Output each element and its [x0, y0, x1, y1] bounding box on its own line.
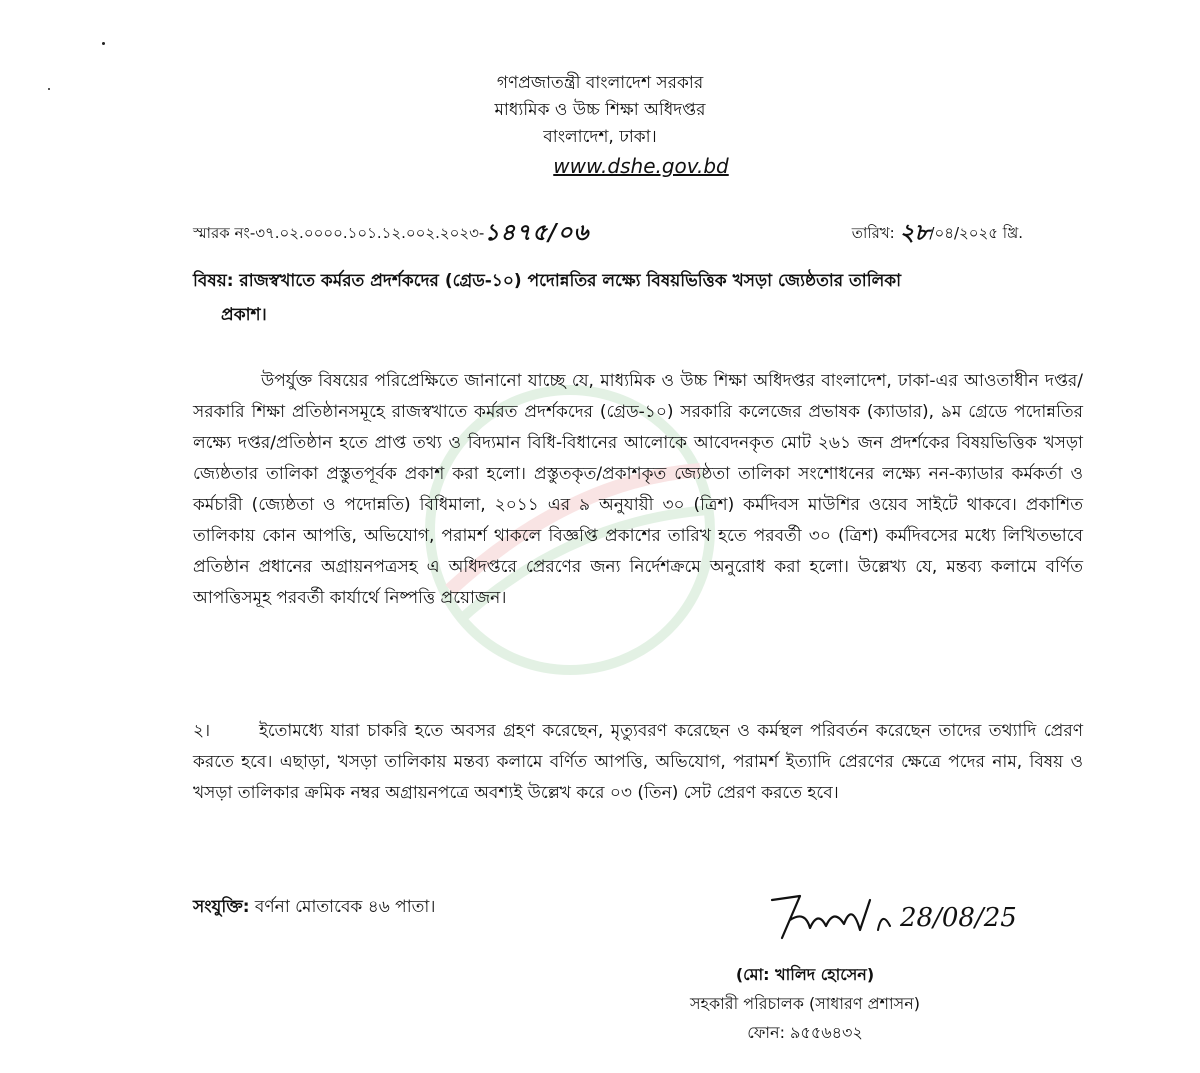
- subject-line-2: প্রকাশ।: [221, 305, 267, 325]
- attachment-text: বর্ণনা মোতাবেক ৪৬ পাতা।: [249, 897, 436, 917]
- memo-date: [852, 212, 1023, 251]
- date-handwritten-day: ২৮: [899, 219, 930, 246]
- memo-handwritten-number: ১৪৭৫/০৬: [484, 219, 590, 246]
- paragraph-2-number: ২।: [193, 721, 211, 741]
- handwritten-signature: [760, 880, 1040, 950]
- website-link[interactable]: www.dshe.gov.bd: [553, 154, 729, 178]
- reference-row: [193, 204, 1023, 246]
- paragraph-1: উপর্যুক্ত বিষয়ের পরিপ্রেক্ষিতে জানানো যাচ্ছে যে, মাধ্যমিক ও উচ্চ শিক্ষা অধিদপ্তর বাংলাদেশ, ঢাকা-এর আওতাধীন দপ্তর/সরকারি শিক্ষা প্রতিষ্ঠানসমূহে রাজস্বখাতে কর্মরত প্রদর্শকদের (গ্রেড-১০) সরকারি কলেজের প্রভাষক (ক্যাডার), ৯ম গ্রেডে পদোন্নতির লক্ষ্যে দপ্তর/প্রতিষ্ঠান হতে প্রাপ্ত তথ্য ও বিদ্যমান বিধি-বিধানের আলোকে আবেদনকৃত মোট ২৬১ জন প্রদর্শকের বিষয়ভিত্তিক খসড়া জ্যেষ্ঠতার তালিকা প্রস্তুতপূর্বক প্রকাশ করা হলো। প্রস্তুতকৃত/প্রকাশকৃত জ্যেষ্ঠতা তালিকা সংশোধনের লক্ষ্যে নন-ক্যাডার কর্মকর্তা ও কর্মচারী (জ্যেষ্ঠতা ও পদোন্নতি) বিধিমালা, ২০১১ এর ৯ অনুযায়ী ৩০ (ত্রিশ) কর্মদিবস মাউশির ওয়েব সাইটে থাকবে। প্রকাশিত তালিকায় কোন আপত্তি, অভিযোগ, পরামর্শ থাকলে বিজ্ঞপ্তি প্রকাশের তারিখ হতে পরবর্তী ৩০ (ত্রিশ) কর্মদিবসের মধ্যে লিখিতভাবে প্রতিষ্ঠান প্রধানের অগ্রায়নপত্রসহ এ অধিদপ্তরে প্রেরণের জন্য নির্দেশক্রমে অনুরোধ করা হলো। উল্লেখ্য যে, মন্তব্য কলামে বর্ণিত আপত্তিসমূহ পরবর্তী কার্যার্থে নিষ্পত্তি প্রয়োজন।: [193, 371, 1083, 608]
- date-rest: /০৪/২০২৫ খ্রি.: [929, 224, 1023, 242]
- signer-block: [620, 960, 990, 1047]
- attachment-note: [193, 894, 435, 922]
- signature-scribble: [760, 880, 1040, 950]
- signer-phone: ফোন: ৯৫৫৬৪৩২: [747, 1023, 863, 1042]
- letterhead: [0, 70, 1200, 182]
- scan-speck: [102, 42, 105, 45]
- subject-line-1: বিষয়: রাজস্বখাতে কর্মরত প্রদর্শকদের (গ্রেড-১০) পদোন্নতির লক্ষ্যে বিষয়ভিত্তিক খসড়া জ্যেষ্ঠতার তালিকা: [193, 271, 902, 291]
- subject: [193, 264, 1033, 332]
- location: বাংলাদেশ, ঢাকা।: [543, 127, 657, 147]
- memo-number: [193, 212, 589, 251]
- signer-designation: সহকারী পরিচালক (সাধারণ প্রশাসন): [689, 994, 921, 1013]
- signature-date: 28/08/25: [900, 903, 1017, 933]
- memo-label: স্মারক নং-৩৭.০২.০০০০.১০১.১২.০০২.২০২৩-: [193, 224, 485, 242]
- paragraph-2-text: ইতোমধ্যে যারা চাকরি হতে অবসর গ্রহণ করেছেন, মৃত্যুবরণ করেছেন ও কর্মস্থল পরিবর্তন করেছেন তাদের তথ্যাদি প্রেরণ করতে হবে। এছাড়া, খসড়া তালিকায় মন্তব্য কলামে বর্ণিত আপত্তি, অভিযোগ, পরামর্শ ইত্যাদি প্রেরণের ক্ষেত্রে পদের নাম, বিষয় ও খসড়া তালিকার ক্রমিক নম্বর অগ্রায়নপত্রে অবশ্যই উল্লেখ করে ০৩ (তিন) সেট প্রেরণ করতে হবে।: [193, 721, 1083, 803]
- attachment-label: সংযুক্তি:: [193, 897, 250, 917]
- government-name: গণপ্রজাতন্ত্রী বাংলাদেশ সরকার: [496, 73, 704, 93]
- paragraph-2: [193, 716, 1083, 809]
- date-label: তারিখ:: [851, 224, 895, 242]
- signer-name: (মো: খালিদ হোসেন): [735, 965, 875, 984]
- directorate-name: মাধ্যমিক ও উচ্চ শিক্ষা অধিদপ্তর: [494, 100, 706, 120]
